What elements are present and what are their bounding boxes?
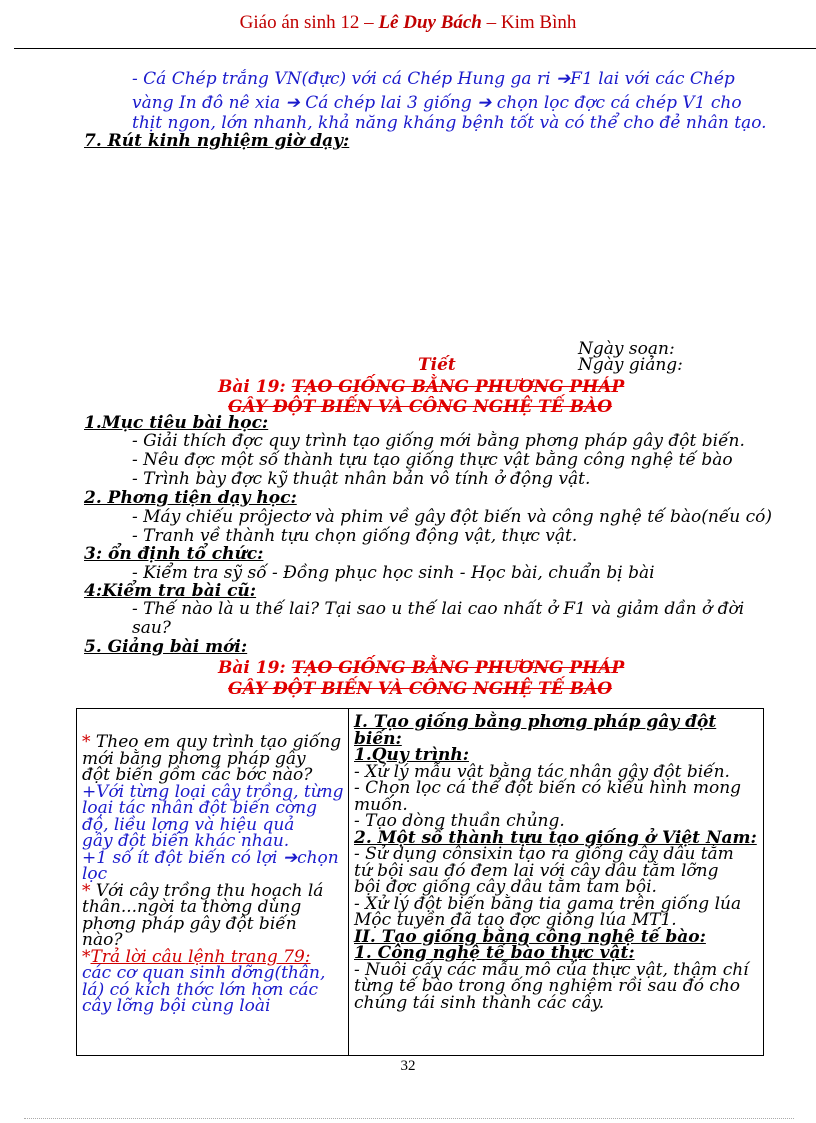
section-2-heading: 2. Phơng tiện dạy học: [84, 488, 297, 508]
table-left-text: nào? [82, 930, 123, 950]
section-4-item-1: - Thế nào là u thế lai? Tại sao u thế lai cao nhất ở F1 và giảm dần ở đời [132, 599, 745, 619]
table-right-line: - Xử lý mẫu vật bằng tác nhân gây đột biến. [354, 761, 730, 782]
table-left-text: +1 số ít đột biến có lợi ➔chọn [82, 847, 339, 868]
lesson-prefix-repeat: Bài 19: [218, 658, 286, 678]
table-right-line: muốn. [354, 794, 408, 815]
table-right-heading: 1. Công nghệ tế bào thực vật: [354, 943, 635, 963]
table-right-line: - Nuôi cấy các mẫu mô của thực vật, thậm chí [354, 959, 749, 980]
lesson-title-repeat-1 [218, 659, 624, 677]
table-left-column [82, 734, 344, 1015]
table-left-text: Trả lời câu lệnh trang 79: [90, 946, 311, 967]
table-left-text: gây đột biến khác nhau. [82, 831, 290, 851]
table-right-heading: II. Tạo giống bằng công nghệ tế bào: [354, 926, 706, 947]
table-left-text: lá) có kích thớc lớn hơn các [82, 979, 319, 1000]
ngay-soan-label: Ngày soạn: [578, 339, 675, 359]
section-3-heading: 3: ổn định tổ chức: [84, 544, 264, 564]
table-right-heading: biến: [354, 728, 402, 749]
table-right-heading: I. Tạo giống bằng phơng pháp gây đột [354, 712, 717, 732]
section-2-item-1: - Máy chiếu prôjectơ và phim về gây đột biến và công nghệ tế bào(nếu có) [132, 507, 772, 527]
table-left-text: +Với từng loại cây trồng, từng [82, 781, 344, 802]
table-left-text: mới bằng phơng pháp gây [82, 748, 306, 769]
section-2-item-2: - Tranh về thành tựu chọn giống động vật, thực vật. [132, 526, 578, 546]
table-right-line: bội đợc giống cây dâu tằm tam bội. [354, 877, 657, 897]
asterisk-marker: * [82, 880, 91, 901]
asterisk-marker: * [82, 732, 91, 752]
section-4-item-2: sau? [132, 618, 171, 638]
table-left-text: Theo em quy trình tạo giống [90, 732, 342, 752]
table-right-line: - Xử lý đột biến bằng tia gama trên giống lúa [354, 893, 742, 914]
section-5-heading: 5. Giảng bài mới: [84, 637, 248, 657]
table-column-divider [348, 708, 349, 1056]
table-right-line: tứ bội sau đó đem lai với cây dâu tằm lỡng [354, 860, 719, 881]
lesson-prefix: Bài 19: [218, 377, 286, 397]
table-right-line: - Tạo dòng thuần chủng. [354, 811, 565, 831]
table-left-text: cây lỡng bội cùng loài [82, 996, 271, 1016]
top-para-line-3: thịt ngon, lớn nhanh, khả năng kháng bệnh tốt và có thể cho đẻ nhân tạo. [132, 113, 767, 133]
table-right-line: Mộc tuyền đã tạo đợc giống lúa MT1. [354, 910, 677, 930]
table-left-text: loại tác nhân đột biến cờng [82, 798, 317, 818]
page-bottom-border [24, 1118, 794, 1119]
table-left-text: đột biến gồm các bớc nào? [82, 765, 313, 785]
table-right-line: từng tế bào trong ống nghiệm rồi sau đó cho [354, 976, 741, 996]
table-left-line [82, 847, 344, 868]
top-para-line-1: - Cá Chép trắng VN(đực) với cá Chép Hung ga ri ➔F1 lai với các Chép [132, 69, 735, 89]
lesson-title-line-2: GÂY ĐỘT BIẾN VÀ CÔNG NGHỆ TẾ BÀO [228, 397, 613, 417]
table-left-text: Với cây trồng thu hoạch lá [90, 880, 324, 901]
table-left-text: thân...ngời ta thờng dùng [82, 897, 302, 917]
tiet-label: Tiết [418, 355, 456, 375]
lesson-title-2 [228, 398, 612, 416]
lesson-title-1 [218, 378, 624, 396]
lesson-title-repeat-2 [228, 680, 612, 698]
table-right-line: - Chọn lọc cá thể đột biến có kiểu hình mong [354, 778, 742, 798]
page-header [0, 12, 816, 34]
table-right-line: chúng tái sinh thành các cây. [354, 992, 605, 1013]
table-right-heading: 1.Quy trình: [354, 745, 469, 765]
table-left-text: lọc [82, 864, 108, 884]
section-1-item-2: - Nêu đợc một số thành tựu tạo giống thực vật bằng công nghệ tế bào [132, 450, 733, 470]
asterisk-marker: * [82, 946, 91, 967]
header-rule [14, 48, 816, 49]
section-1-heading: 1.Mục tiêu bài học: [84, 413, 269, 433]
header-left: Giáo án sinh 12 – [239, 12, 374, 33]
table-left-text: độ, liều lợng và hiệu quả [82, 814, 295, 835]
section-4-heading: 4:Kiểm tra bài cũ: [84, 581, 257, 601]
table-right-heading: 2. Một số thành tựu tạo giống ở Việt Nam: [354, 827, 757, 848]
section-7-heading: 7. Rút kinh nghiệm giờ dạy: [84, 131, 350, 151]
section-1-item-3: - Trình bày đợc kỹ thuật nhân bản vô tính ở động vật. [132, 469, 591, 489]
lesson-title-line-1: TẠO GIỐNG BẰNG PHƯƠNG PHÁP [291, 377, 625, 397]
lesson-title-repeat-line-1: TẠO GIỐNG BẰNG PHƯƠNG PHÁP [291, 658, 625, 678]
section-1-item-1: - Giải thích đợc quy trình tạo giống mới bằng phơng pháp gây đột biến. [132, 431, 745, 451]
table-left-text: các cơ quan sinh dỡng(thân, [82, 963, 326, 983]
page-number: 32 [400, 1058, 416, 1074]
header-right: – Kim Bình [486, 12, 577, 33]
lesson-title-repeat-line-2: GÂY ĐỘT BIẾN VÀ CÔNG NGHỆ TẾ BÀO [228, 679, 613, 699]
table-right-line: - Sử dụng cônsixin tạo ra giống cây dâu tằm [354, 844, 734, 864]
table-left-line [82, 998, 344, 1015]
ngay-giang-label: Ngày giảng: [578, 355, 683, 375]
header-author: Lê Duy Bách [378, 12, 482, 33]
section-3-item-1: - Kiểm tra sỹ số - Đồng phục học sinh - Học bài, chuẩn bị bài [132, 563, 655, 583]
table-left-text: phơng pháp gây đột biến [82, 913, 297, 934]
table-right-column [354, 714, 760, 1011]
top-para-line-2: vàng In đô nê xia ➔ Cá chép lai 3 giống ➔ chọn lọc đợc cá chép V1 cho [132, 93, 742, 113]
